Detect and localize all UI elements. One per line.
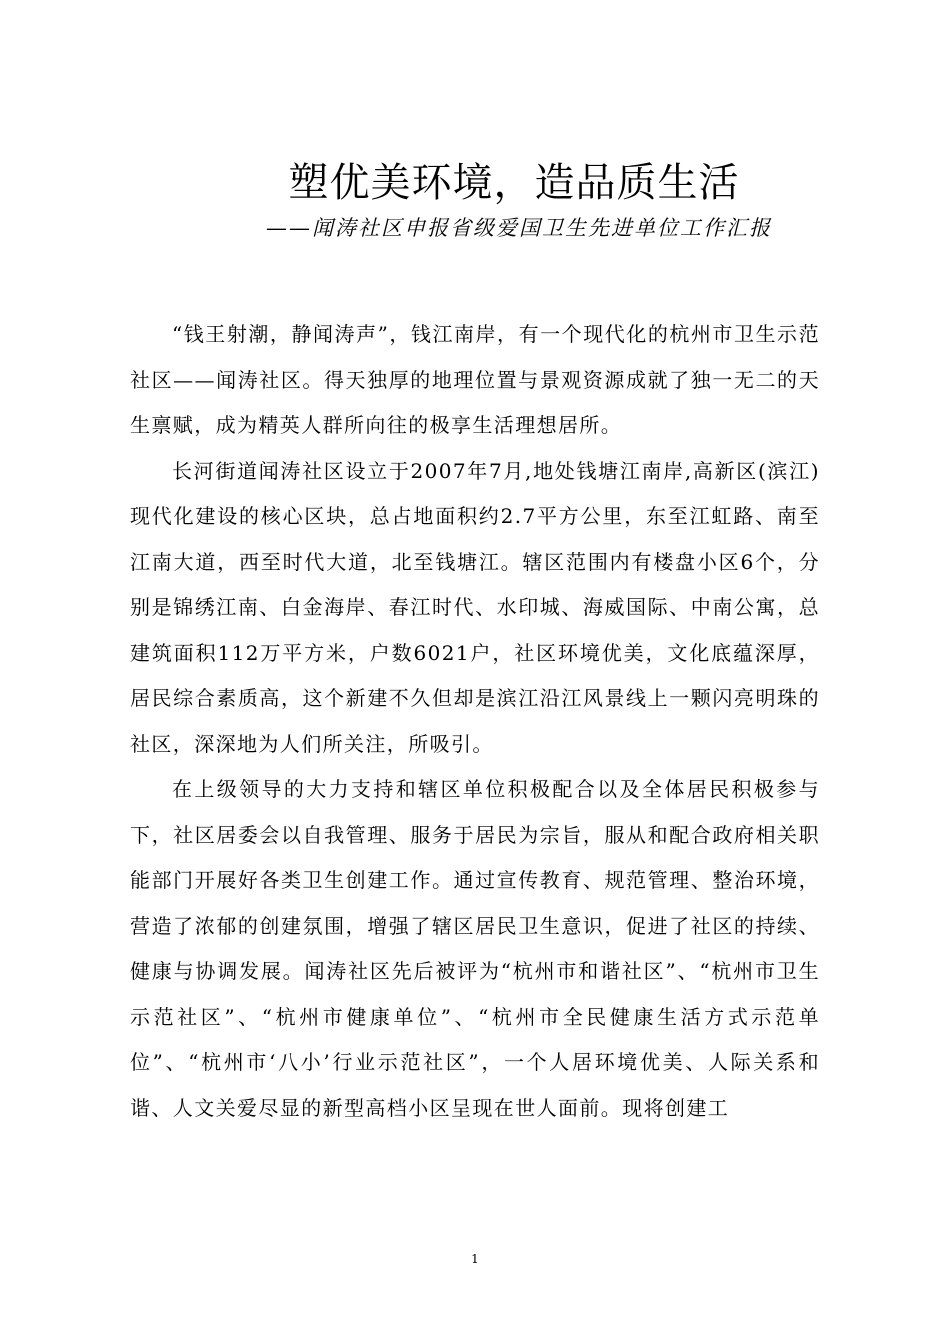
page-number: 1 [471, 1252, 479, 1266]
paragraph: “钱王射潮，静闻涛声”，钱江南岸，有一个现代化的杭州市卫生示范社区——闻涛社区。得天独厚的地理位置与景观资源成就了独一无二的天生禀赋，成为精英人群所向往的极享生活理想居所。 [130, 322, 820, 437]
paragraph: 在上级领导的大力支持和辖区单位积极配合以及全体居民积极参与下，社区居委会以自我管理、服务于居民为宗旨，服从和配合政府相关职能部门开展好各类卫生创建工作。通过宣传教育、规范管理、整治环境，营造了浓郁的创建氛围，增强了辖区居民卫生意识，促进了社区的持续、健康与协调发展。闻涛社区先后被评为“杭州市和谐社区”、“杭州市卫生示范社区”、“杭州市健康单位”、“杭州市全民健康生活方式示范单位”、“杭州市‘八小’行业示范社区”，一个人居环境优美、人际关系和谐、人文关爱尽显的新型高档小区呈现在世人面前。现将创建工 [130, 777, 820, 1120]
document-subtitle: ——闻涛社区申报省级爱国卫生先进单位工作汇报 [266, 216, 772, 240]
document-title: 塑优美环境，造品质生活 [288, 159, 740, 206]
paragraph: 长河街道闻涛社区设立于2007年7月,地处钱塘江南岸,高新区(滨江)现代化建设的核心区块，总占地面积约2.7平方公里，东至江虹路、南至江南大道，西至时代大道，北至钱塘江。辖区范围内有楼盘小区6个，分别是锦绣江南、白金海岸、春江时代、水印城、海威国际、中南公寓，总建筑面积112万平方米，户数6021户，社区环境优美，文化底蕴深厚，居民综合素质高，这个新建不久但却是滨江沿江风景线上一颗闪亮明珠的社区，深深地为人们所关注，所吸引。 [130, 458, 820, 756]
document-body [130, 312, 820, 1131]
